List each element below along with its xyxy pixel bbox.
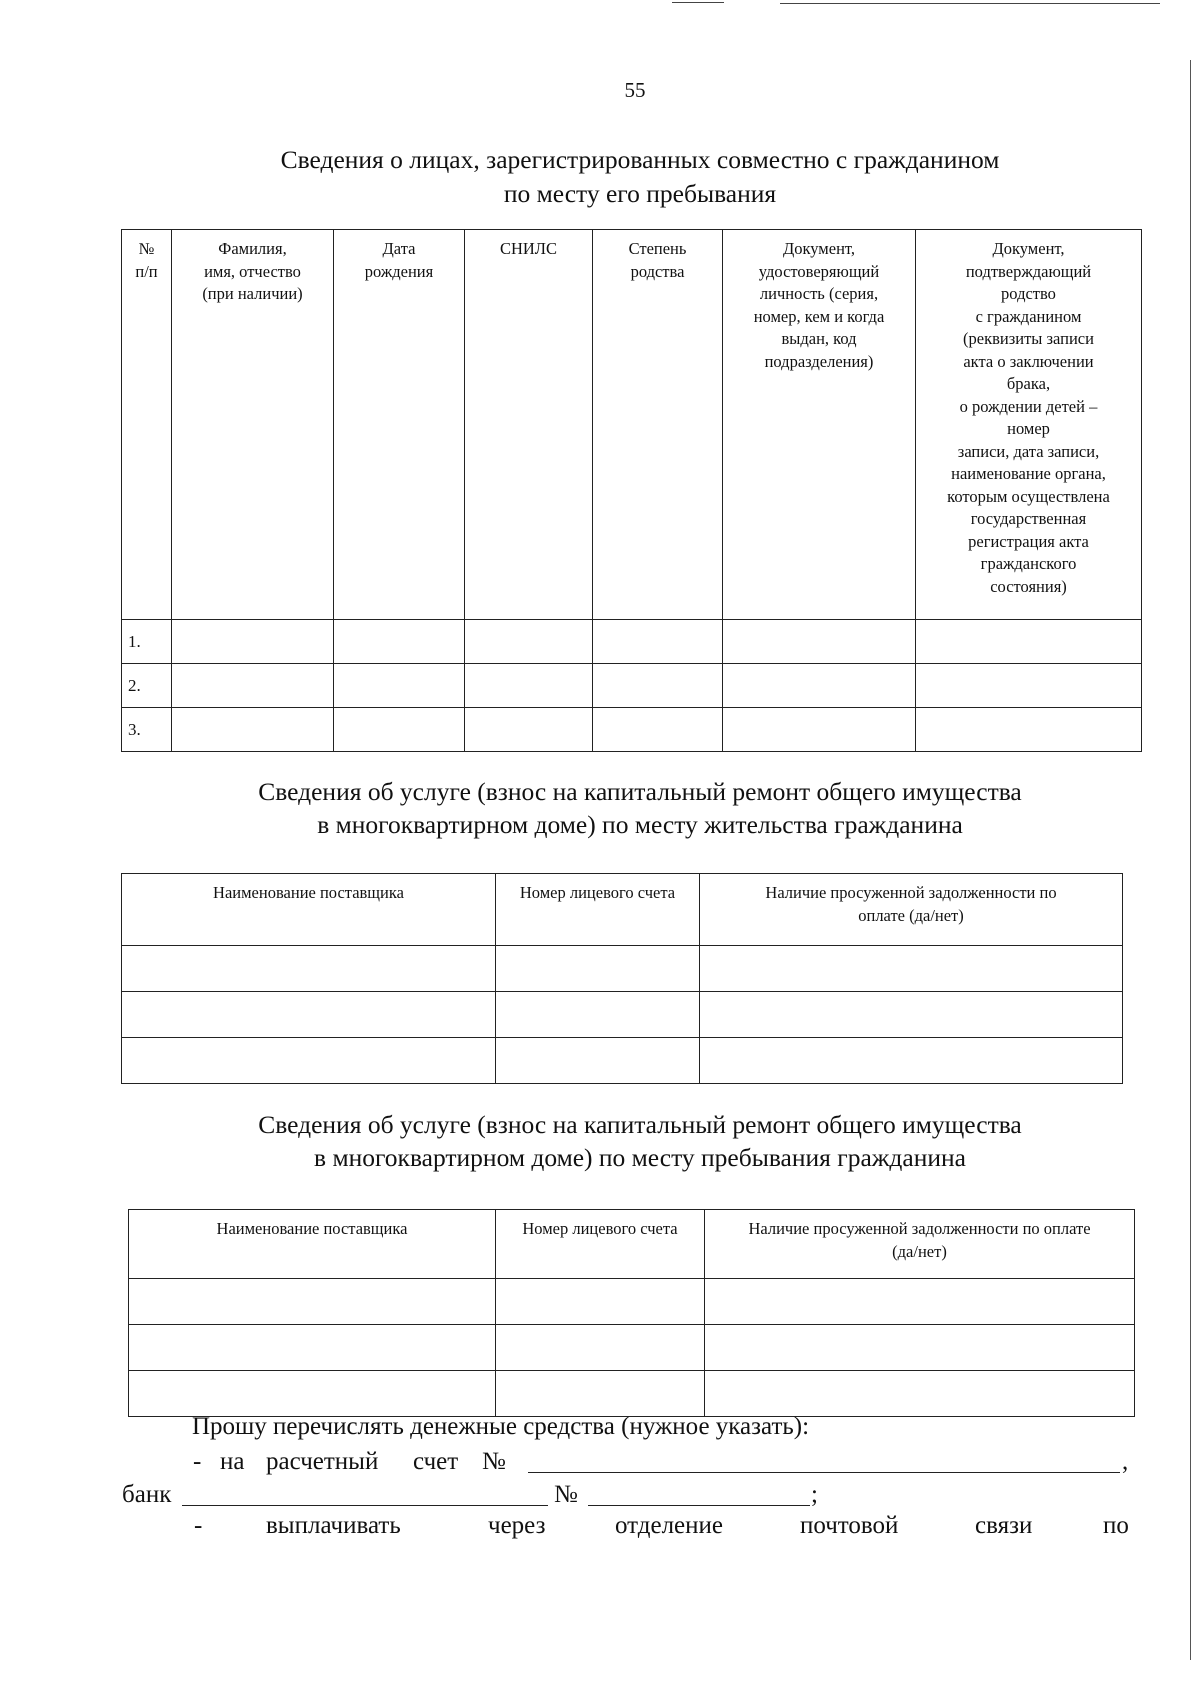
cell[interactable] bbox=[129, 1325, 496, 1371]
header-line: подтверждающий bbox=[965, 261, 1092, 281]
col-snils-header bbox=[465, 230, 593, 620]
cell[interactable] bbox=[705, 1325, 1135, 1371]
header-line: регистрация акта bbox=[968, 531, 1089, 551]
header-line: (да/нет) bbox=[892, 1241, 947, 1261]
account-dash: - bbox=[193, 1448, 202, 1475]
header-line: Наименование поставщика bbox=[213, 883, 404, 902]
post-word-postal: почтовой bbox=[800, 1512, 899, 1539]
col-debt-header bbox=[705, 1210, 1135, 1279]
post-word-dash: - bbox=[194, 1512, 203, 1539]
header-line: подразделения) bbox=[764, 351, 874, 371]
table-row bbox=[122, 708, 1142, 752]
cell[interactable] bbox=[700, 946, 1123, 992]
header-line: номер, кем и когда bbox=[753, 306, 885, 326]
col-id-document-header bbox=[723, 230, 916, 620]
table-row bbox=[129, 1325, 1135, 1371]
cell[interactable] bbox=[705, 1279, 1135, 1325]
header-line: Наличие просуженной задолженности по оплате bbox=[748, 1219, 1091, 1238]
header-line: Наличие просуженной задолженности по bbox=[765, 883, 1057, 902]
cell[interactable] bbox=[593, 620, 723, 664]
section2-title-line1: Сведения об услуге (взнос на капитальный ремонт общего имущества bbox=[258, 777, 1022, 806]
cell[interactable] bbox=[122, 992, 496, 1038]
header-row bbox=[129, 1210, 1135, 1279]
header-line: номер bbox=[1007, 419, 1050, 438]
header-line: Документ, bbox=[782, 239, 855, 258]
table-row bbox=[129, 1279, 1135, 1325]
header-line: родство bbox=[1001, 284, 1056, 303]
header-line: акта о заключении bbox=[963, 351, 1094, 371]
right-margin-line bbox=[1190, 60, 1191, 1660]
header-line: записи, дата записи, bbox=[957, 441, 1100, 461]
page-number: 55 bbox=[624, 78, 646, 102]
col-number-header bbox=[122, 230, 172, 620]
header-line: наименование органа, bbox=[951, 464, 1106, 483]
post-word-through: через bbox=[488, 1512, 546, 1539]
bank-number-field[interactable] bbox=[588, 1505, 810, 1506]
post-word-office: отделение bbox=[615, 1512, 724, 1539]
row-number: 2. bbox=[122, 664, 172, 708]
cell[interactable] bbox=[916, 664, 1142, 708]
table-row bbox=[122, 620, 1142, 664]
section1-title-line1: Сведения о лицах, зарегистрированных совместно с гражданином bbox=[280, 145, 1000, 174]
col-account-header bbox=[496, 874, 700, 946]
cell[interactable] bbox=[705, 1371, 1135, 1417]
cell[interactable] bbox=[122, 946, 496, 992]
cell[interactable] bbox=[496, 1038, 700, 1084]
cell[interactable] bbox=[700, 992, 1123, 1038]
col-supplier-header bbox=[129, 1210, 496, 1279]
account-schet: счет bbox=[413, 1448, 459, 1475]
cell[interactable] bbox=[172, 664, 334, 708]
header-line: рождения bbox=[364, 261, 434, 281]
cell[interactable] bbox=[723, 664, 916, 708]
cell[interactable] bbox=[593, 708, 723, 752]
cell[interactable] bbox=[129, 1279, 496, 1325]
row-number: 3. bbox=[122, 708, 172, 752]
header-line: с гражданином bbox=[975, 306, 1082, 326]
cell[interactable] bbox=[465, 620, 593, 664]
cell[interactable] bbox=[723, 708, 916, 752]
cell[interactable] bbox=[172, 708, 334, 752]
header-line: Дата bbox=[382, 239, 416, 258]
bank-number-sign: № bbox=[554, 1481, 578, 1508]
payment-request-line: Прошу перечислять денежные средства (нужное указать): bbox=[192, 1413, 810, 1440]
cell[interactable] bbox=[496, 946, 700, 992]
cell[interactable] bbox=[496, 992, 700, 1038]
bank-semicolon: ; bbox=[811, 1481, 818, 1508]
col-debt-header bbox=[700, 874, 1123, 946]
header-line: оплате (да/нет) bbox=[858, 905, 964, 925]
post-word-connection: связи bbox=[975, 1512, 1033, 1539]
cell[interactable] bbox=[916, 620, 1142, 664]
cell[interactable] bbox=[122, 1038, 496, 1084]
header-line: (реквизиты записи bbox=[963, 329, 1094, 348]
account-comma: , bbox=[1122, 1448, 1129, 1475]
bank-label: банк bbox=[122, 1481, 172, 1508]
post-word-by: по bbox=[1103, 1512, 1129, 1539]
header-line: п/п bbox=[135, 261, 158, 281]
header-line: имя, отчество bbox=[204, 261, 301, 281]
cell[interactable] bbox=[700, 1038, 1123, 1084]
section3-title-line2: в многоквартирном доме) по месту пребывания гражданина bbox=[314, 1143, 966, 1172]
table-row bbox=[129, 1371, 1135, 1417]
header-line: Документ, bbox=[992, 239, 1065, 258]
header-line: государственная bbox=[970, 509, 1087, 528]
cell[interactable] bbox=[916, 708, 1142, 752]
col-account-header bbox=[496, 1210, 705, 1279]
cell[interactable] bbox=[723, 620, 916, 664]
section1-title-line2: по месту его пребывания bbox=[503, 179, 777, 208]
header-line: Номер лицевого счета bbox=[522, 1219, 678, 1238]
section2-title-line2: в многоквартирном доме) по месту жительства гражданина bbox=[317, 810, 963, 839]
table-row bbox=[122, 946, 1123, 992]
col-kinship-header bbox=[593, 230, 723, 620]
header-line: родства bbox=[630, 261, 685, 281]
header-line: которым осуществлена bbox=[947, 486, 1110, 506]
account-number-sign: № bbox=[482, 1448, 506, 1475]
header-row bbox=[122, 874, 1123, 946]
top-rule-long bbox=[780, 3, 1160, 4]
col-fullname-header bbox=[172, 230, 334, 620]
header-line: состояния) bbox=[990, 576, 1067, 596]
col-supplier-header bbox=[122, 874, 496, 946]
section3-title-line1: Сведения об услуге (взнос на капитальный ремонт общего имущества bbox=[258, 1110, 1022, 1139]
cell[interactable] bbox=[465, 664, 593, 708]
col-birthdate-header bbox=[334, 230, 465, 620]
header-line: личность (серия, bbox=[759, 284, 879, 303]
cell[interactable] bbox=[334, 708, 465, 752]
registered-persons-table bbox=[121, 229, 1142, 752]
header-line: (при наличии) bbox=[202, 284, 303, 303]
col-kinship-document-header bbox=[916, 230, 1142, 620]
header-line: Наименование поставщика bbox=[216, 1219, 408, 1238]
header-line: удостоверяющий bbox=[758, 261, 880, 281]
cell[interactable] bbox=[129, 1371, 496, 1417]
cell[interactable] bbox=[465, 708, 593, 752]
header-line: № bbox=[138, 239, 155, 258]
cell[interactable] bbox=[334, 620, 465, 664]
residence-service-table bbox=[121, 873, 1123, 1084]
header-line: СНИЛС bbox=[499, 239, 558, 258]
stay-service-table bbox=[128, 1209, 1135, 1417]
header-line: брака, bbox=[1006, 374, 1051, 393]
cell[interactable] bbox=[172, 620, 334, 664]
header-line: Фамилия, bbox=[218, 239, 287, 258]
header-line: Степень bbox=[628, 239, 687, 258]
cell[interactable] bbox=[496, 1325, 705, 1371]
cell[interactable] bbox=[496, 1371, 705, 1417]
table-row bbox=[122, 664, 1142, 708]
header-line: о рождении детей – bbox=[959, 396, 1098, 416]
table-row bbox=[122, 1038, 1123, 1084]
cell[interactable] bbox=[334, 664, 465, 708]
account-na: на bbox=[220, 1448, 245, 1475]
bank-name-field[interactable] bbox=[182, 1505, 548, 1506]
cell[interactable] bbox=[593, 664, 723, 708]
table-row bbox=[122, 992, 1123, 1038]
account-raschetny: расчетный bbox=[266, 1448, 379, 1475]
header-row bbox=[122, 230, 1142, 620]
row-number: 1. bbox=[122, 620, 172, 664]
account-number-field[interactable] bbox=[528, 1472, 1120, 1473]
header-line: гражданского bbox=[980, 554, 1077, 573]
header-line: Номер лицевого счета bbox=[519, 883, 676, 902]
cell[interactable] bbox=[496, 1279, 705, 1325]
header-line: выдан, код bbox=[781, 329, 857, 348]
post-word-pay: выплачивать bbox=[266, 1512, 401, 1539]
top-rule-short bbox=[672, 2, 724, 3]
